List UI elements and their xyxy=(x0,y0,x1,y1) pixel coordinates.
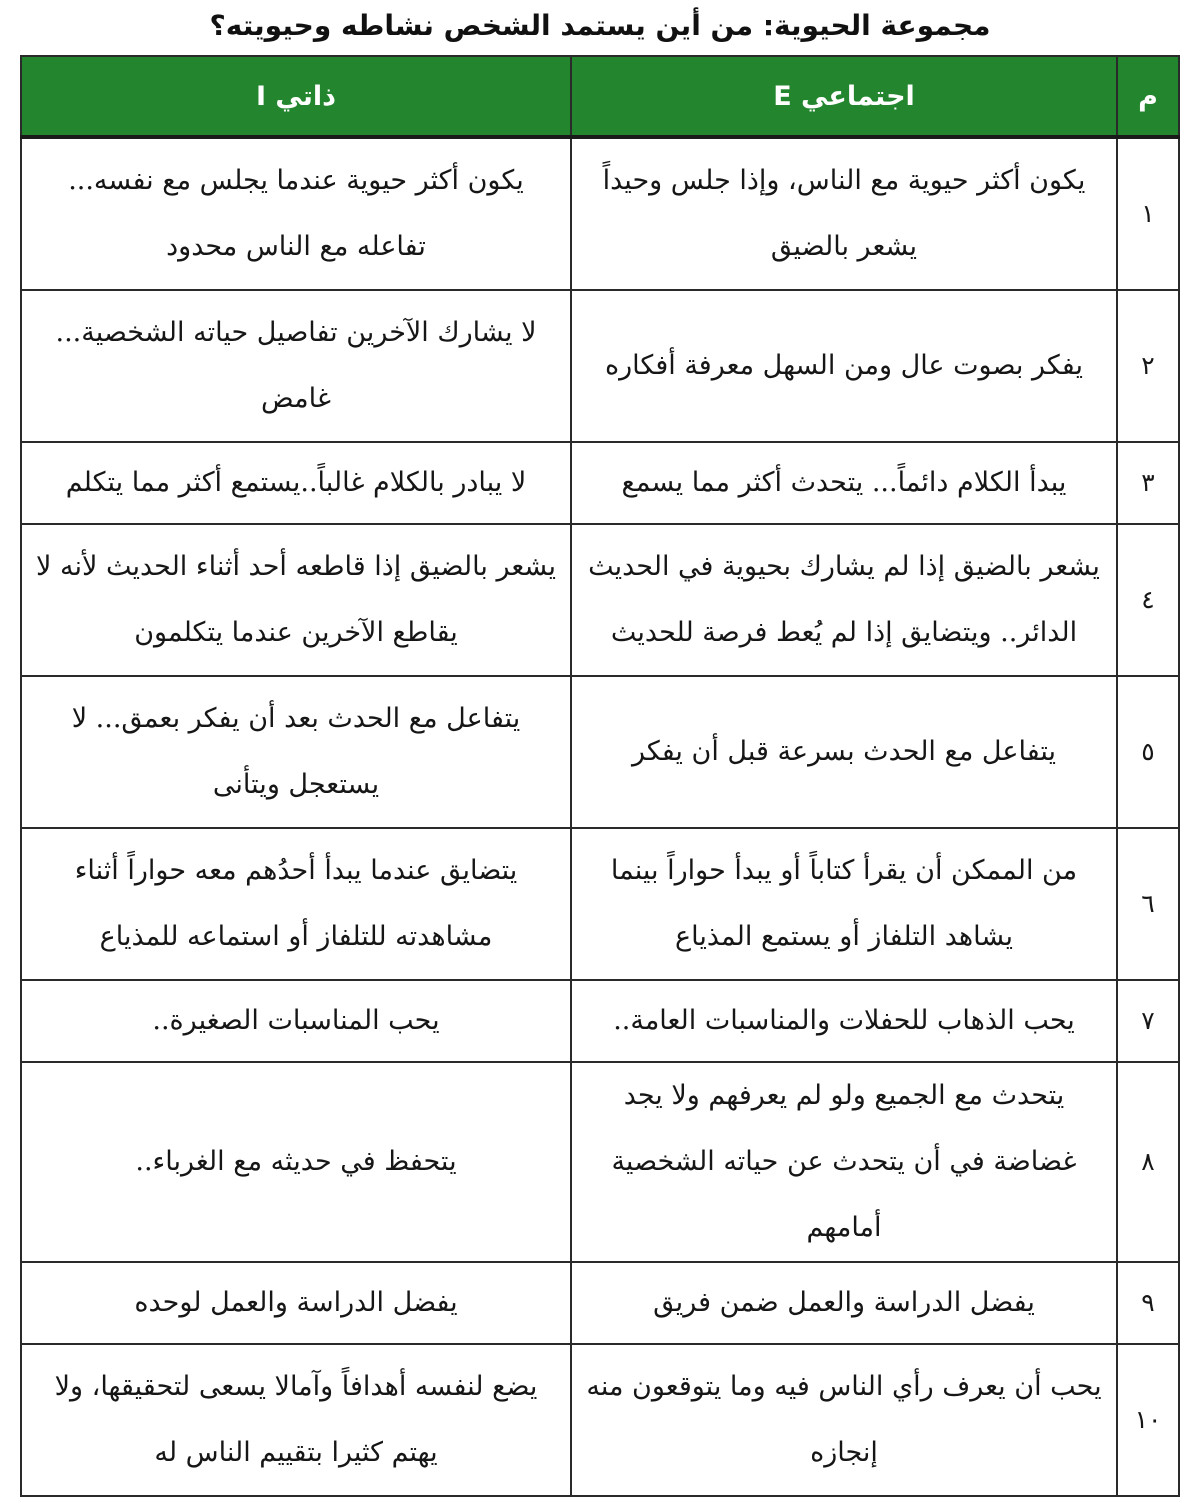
table-row xyxy=(21,828,1179,980)
extrovert-cell: يشعر بالضيق إذا لم يشارك بحيوية في الحديث الدائر.. ويتضايق إذا لم يُعط فرصة للحديث xyxy=(571,524,1117,676)
extrovert-cell: من الممكن أن يقرأ كتاباً أو يبدأ حواراً بينما يشاهد التلفاز أو يستمع المذياع xyxy=(571,828,1117,980)
introvert-cell: لا يبادر بالكلام غالباً..يستمع أكثر مما يتكلم xyxy=(21,442,571,524)
table-row xyxy=(21,137,1179,290)
extrovert-cell: يحب أن يعرف رأي الناس فيه وما يتوقعون منه إنجازه xyxy=(571,1344,1117,1496)
header-extrovert: اجتماعي E xyxy=(571,56,1117,137)
table-row xyxy=(21,1262,1179,1344)
introvert-cell: يكون أكثر حيوية عندما يجلس مع نفسه... تفاعله مع الناس محدود xyxy=(21,137,571,290)
traits-table xyxy=(20,55,1180,1497)
row-number: ٦ xyxy=(1117,828,1179,980)
introvert-cell: يضع لنفسه أهدافاً وآمالا يسعى لتحقيقها، ولا يهتم كثيرا بتقييم الناس له xyxy=(21,1344,571,1496)
row-number: ٩ xyxy=(1117,1262,1179,1344)
extrovert-cell: يكون أكثر حيوية مع الناس، وإذا جلس وحيداً يشعر بالضيق xyxy=(571,137,1117,290)
extrovert-cell: يفضل الدراسة والعمل ضمن فريق xyxy=(571,1262,1117,1344)
table-row xyxy=(21,980,1179,1062)
introvert-cell: يشعر بالضيق إذا قاطعه أحد أثناء الحديث لأنه لا يقاطع الآخرين عندما يتكلمون xyxy=(21,524,571,676)
row-number: ٢ xyxy=(1117,290,1179,442)
page-title: مجموعة الحيوية: من أين يستمد الشخص نشاطه وحيويته؟ xyxy=(209,9,991,42)
introvert-cell: لا يشارك الآخرين تفاصيل حياته الشخصية... غامض xyxy=(21,290,571,442)
table-row xyxy=(21,1344,1179,1496)
extrovert-cell: يحب الذهاب للحفلات والمناسبات العامة.. xyxy=(571,980,1117,1062)
header-introvert: ذاتي I xyxy=(21,56,571,137)
table-row xyxy=(21,442,1179,524)
table-header-row xyxy=(21,56,1179,137)
row-number: ٧ xyxy=(1117,980,1179,1062)
header-num: م xyxy=(1117,56,1179,137)
row-number: ٣ xyxy=(1117,442,1179,524)
extrovert-cell: يتفاعل مع الحدث بسرعة قبل أن يفكر xyxy=(571,676,1117,828)
introvert-cell: يفضل الدراسة والعمل لوحده xyxy=(21,1262,571,1344)
table-row xyxy=(21,290,1179,442)
extrovert-cell: يتحدث مع الجميع ولو لم يعرفهم ولا يجد غضاضة في أن يتحدث عن حياته الشخصية أمامهم xyxy=(571,1062,1117,1262)
extrovert-cell: يفكر بصوت عال ومن السهل معرفة أفكاره xyxy=(571,290,1117,442)
introvert-cell: يتحفظ في حديثه مع الغرباء.. xyxy=(21,1062,571,1262)
row-number: ٥ xyxy=(1117,676,1179,828)
introvert-cell: يحب المناسبات الصغيرة.. xyxy=(21,980,571,1062)
row-number: ٤ xyxy=(1117,524,1179,676)
table-row xyxy=(21,524,1179,676)
row-number: ٨ xyxy=(1117,1062,1179,1262)
extrovert-cell: يبدأ الكلام دائماً... يتحدث أكثر مما يسمع xyxy=(571,442,1117,524)
row-number: ١ xyxy=(1117,137,1179,290)
table-row xyxy=(21,676,1179,828)
row-number: ١٠ xyxy=(1117,1344,1179,1496)
introvert-cell: يتضايق عندما يبدأ أحدُهم معه حواراً أثناء مشاهدته للتلفاز أو استماعه للمذياع xyxy=(21,828,571,980)
introvert-cell: يتفاعل مع الحدث بعد أن يفكر بعمق... لا يستعجل ويتأنى xyxy=(21,676,571,828)
table-row xyxy=(21,1062,1179,1262)
